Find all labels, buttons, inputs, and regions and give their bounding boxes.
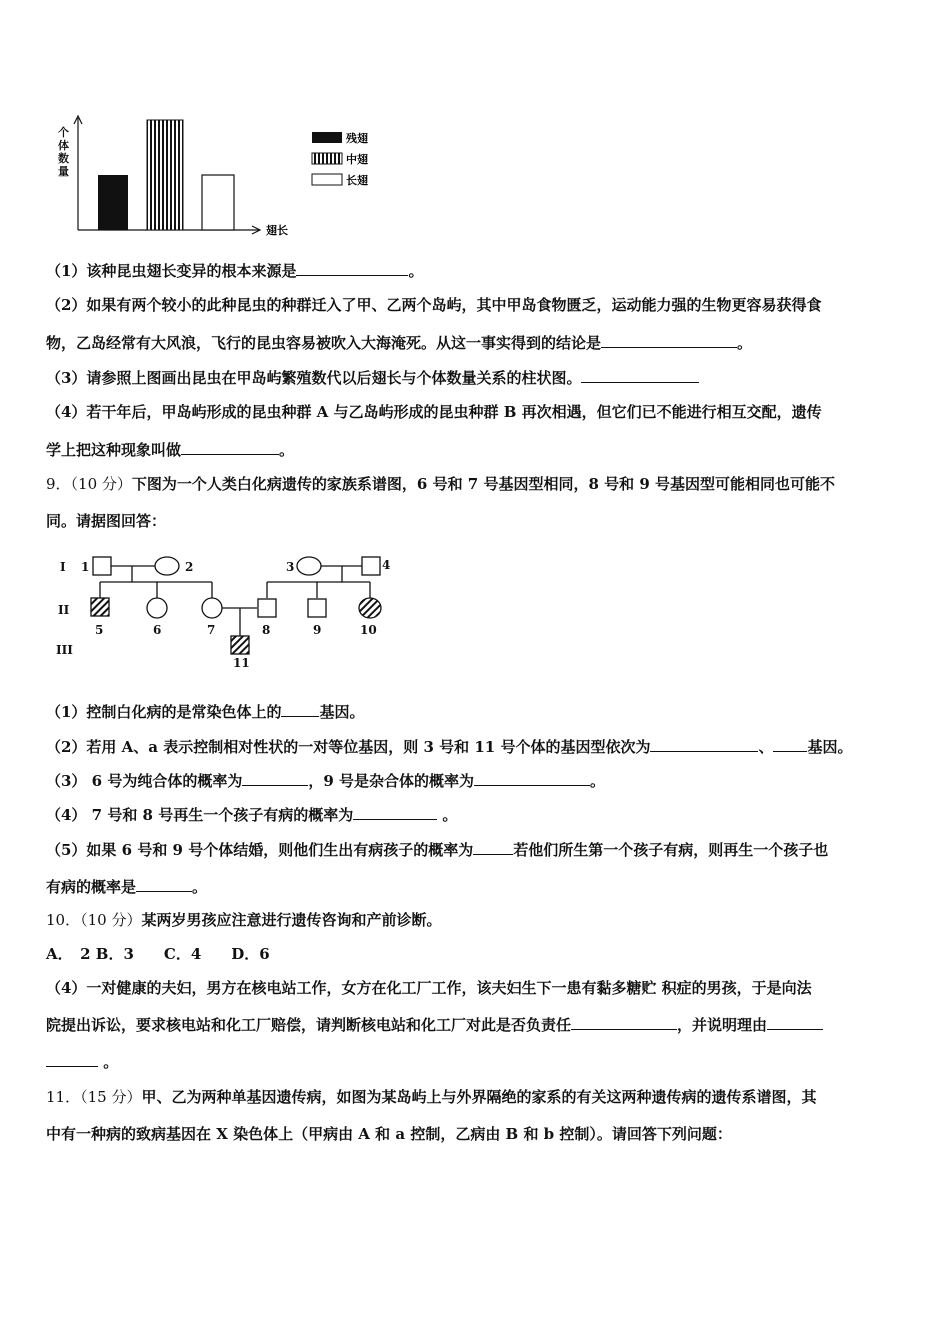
wing-length-histogram (50, 108, 390, 240)
answer-blank[interactable] (353, 805, 437, 820)
generation-label: I (60, 560, 66, 574)
answer-blank[interactable] (136, 877, 192, 892)
question-number: 9．（10 分） (46, 475, 132, 493)
q11-intro: 11．（15 分）甲、乙为两种单基因遗传病，如图为某岛屿上与外界隔绝的家系的有关这两种遗传病的遗传系谱图，其 (46, 1088, 817, 1106)
q9-subquestion-5-cont: 有病的概率是 。 (46, 878, 208, 896)
individual-label: 10 (360, 623, 377, 637)
svg-text:中翅: 中翅 (346, 153, 368, 166)
svg-text:长翅: 长翅 (346, 174, 368, 187)
q8-subquestion-3: （3）请参照上图画出昆虫在甲岛屿繁殖数代以后翅长与个体数量关系的柱状图。 (46, 368, 908, 388)
q8-subquestion-2-cont: 物，乙岛经常有大风浪，飞行的昆虫容易被吹入大海淹死。从这一事实得到的结论是 。 (46, 334, 753, 352)
svg-text:量: 量 (58, 165, 69, 178)
q9-subquestion-1: （1）控制白化病的是常染色体上的 基因。 (46, 703, 365, 721)
albinism-pedigree (52, 550, 412, 672)
q9-subquestion-4: （4） 7 号和 8 号再生一个孩子有病的概率为 。 (46, 806, 458, 824)
q9-subquestion-2: （2）若用 A、a 表示控制相对性状的一对等位基因，则 3 号和 11 号个体的基因型依次为 、 基因。 (46, 738, 853, 756)
svg-text:数: 数 (58, 152, 69, 165)
q10-subquestion-4-cont2: 。 (46, 1052, 908, 1072)
legend (312, 131, 368, 187)
individual-8-male (258, 599, 276, 617)
individual-label: 9 (313, 623, 322, 637)
individual-label: 5 (95, 623, 104, 637)
bar-vestigial-wing (98, 175, 128, 230)
q10-subquestion-4: （4）一对健康的夫妇，男方在核电站工作，女方在化工厂工作，该夫妇生下一患有黏多糖贮 积症的男孩，于是向法 (46, 979, 812, 997)
q9-intro-cont: 同。请据图回答： (46, 512, 167, 530)
individual-label: 2 (185, 560, 194, 574)
individual-3-female (297, 557, 321, 575)
individual-2-female (155, 557, 179, 575)
q10-subquestion-4-cont: 院提出诉讼，要求核电站和化工厂赔偿，请判断核电站和化工厂对此是否负责任 ，并说明理由 (46, 1015, 908, 1035)
individual-label: 3 (286, 560, 295, 574)
answer-blank[interactable] (242, 771, 308, 786)
answer-blank[interactable] (46, 1052, 98, 1067)
q8-subquestion-4-cont: 学上把这种现象叫做 。 (46, 441, 295, 459)
bar-medium-wing (147, 120, 183, 230)
individual-4-male (362, 557, 380, 575)
individual-label: 1 (81, 560, 90, 574)
answer-blank[interactable] (773, 737, 807, 752)
q8-subquestion-1: （1）该种昆虫翅长变异的根本来源是 。 (46, 262, 424, 280)
answer-blank[interactable] (473, 840, 513, 855)
y-axis-label (58, 125, 69, 178)
answer-blank[interactable] (181, 440, 279, 455)
answer-blank[interactable] (650, 737, 758, 752)
q8-subquestion-2: （2）如果有两个较小的此种昆虫的种群迁入了甲、乙两个岛屿，其中甲岛食物匮乏，运动能力强的生物更容易获得食 (46, 296, 822, 314)
answer-blank[interactable] (571, 1015, 677, 1030)
answer-blank[interactable] (474, 771, 590, 786)
individual-5-affected-male (91, 598, 109, 616)
individual-11-affected-male (231, 636, 249, 654)
individual-label: 4 (382, 558, 391, 572)
individual-6-female (147, 598, 167, 618)
generation-label: III (56, 643, 73, 657)
individual-label: 11 (233, 656, 250, 670)
answer-blank[interactable] (581, 368, 699, 383)
q9-subquestion-3: （3） 6 号为纯合体的概率为 ，9 号是杂合体的概率为 。 (46, 772, 606, 790)
answer-blank[interactable] (767, 1015, 823, 1030)
generation-label: II (58, 603, 70, 617)
q11-intro-cont: 中有一种病的致病基因在 X 染色体上（甲病由 A 和 a 控制，乙病由 B 和 b 控制）。请回答下列问题： (46, 1125, 732, 1143)
svg-text:体: 体 (58, 139, 69, 152)
individual-label: 6 (153, 623, 162, 637)
question-number: 10．（10 分） (46, 911, 142, 929)
individual-label: 8 (262, 623, 271, 637)
svg-text:个: 个 (58, 126, 69, 139)
individual-label: 7 (207, 623, 216, 637)
answer-blank[interactable] (601, 333, 737, 348)
q9-intro: 9．（10 分）下图为一个人类白化病遗传的家族系谱图，6 号和 7 号基因型相同，8 号和 9 号基因型可能相同也可能不 (46, 475, 835, 493)
q9-subquestion-5: （5）如果 6 号和 9 号个体结婚，则他们生出有病孩子的概率为 若他们所生第一个孩子有病，则再生一个孩子也 (46, 841, 829, 859)
answer-blank[interactable] (281, 702, 319, 717)
answer-blank[interactable] (296, 261, 408, 276)
bar-long-wing (202, 175, 234, 230)
q8-subquestion-4: （4）若干年后，甲岛屿形成的昆虫种群 A 与乙岛屿形成的昆虫种群 B 再次相遇，但它们已不能进行相互交配，遗传 (46, 403, 822, 421)
individual-10-affected-female (359, 598, 381, 618)
individual-9-male (308, 599, 326, 617)
individual-7-female (202, 598, 222, 618)
q10-stem: 10．（10 分）某两岁男孩应注意进行遗传咨询和产前诊断。 (46, 911, 442, 929)
individual-1-male (93, 557, 111, 575)
svg-text:残翅: 残翅 (346, 132, 368, 145)
q10-options: A． 2 B．3 C．4 D．6 (46, 945, 270, 963)
x-axis-label: 翅长 (266, 224, 288, 237)
question-number: 11．（15 分） (46, 1088, 142, 1106)
